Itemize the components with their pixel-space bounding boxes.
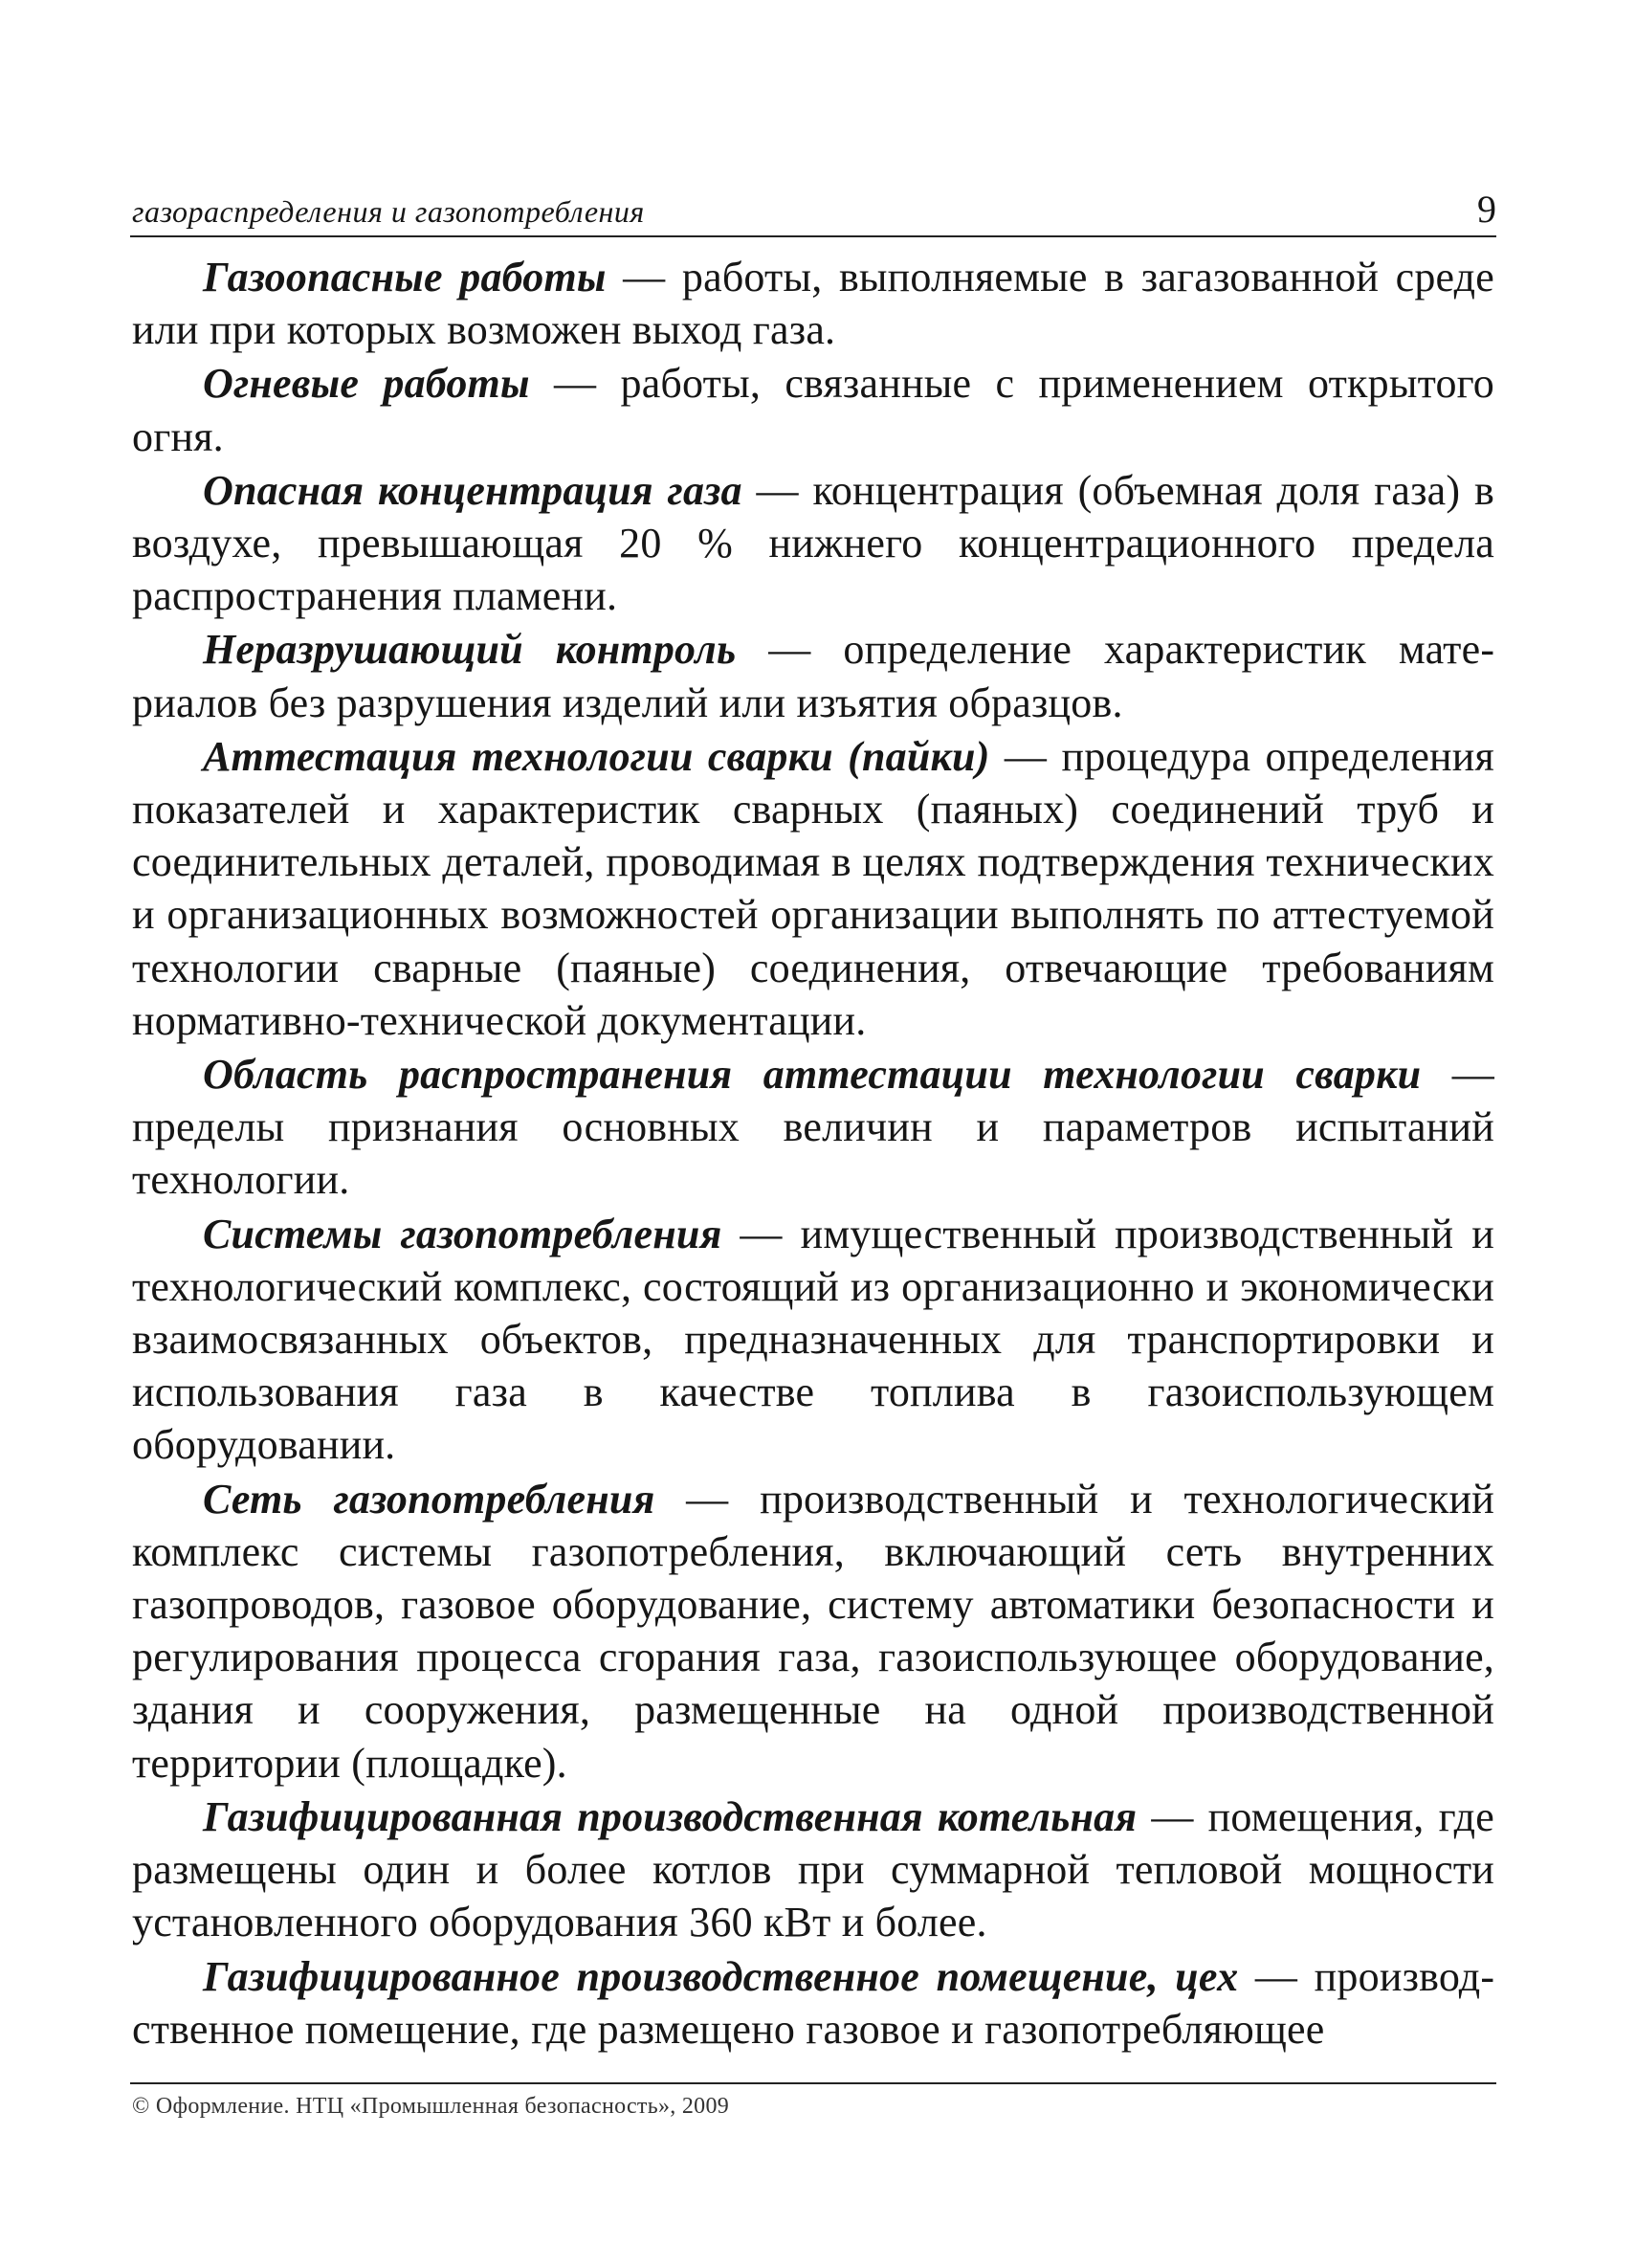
definition-entry: [132, 1790, 1494, 1949]
term: Системы газопотребления: [203, 1210, 722, 1257]
definition: — имущественный производственный и технологический комплекс, состоящий из организационно и экономически взаимосвязанных объектов, предназначенных для транспортировки и использования газа в качестве топлива в газоиспользующем оборудовании.: [132, 1210, 1494, 1469]
body-text: [132, 251, 1494, 2057]
running-title: газораспределения и газопотребления: [132, 194, 645, 229]
definition: — работы, выполняемые в загазованной среде или при которых возможен выход газа.: [132, 254, 1494, 354]
definition-entry: [132, 357, 1494, 462]
page-number: 9: [1477, 188, 1496, 231]
definition: — работы, связанные с применением открытого огня.: [132, 360, 1494, 460]
definition-entry: [132, 464, 1494, 623]
definition-entry: [132, 1473, 1494, 1790]
definition: — помещения, где размещены один и более котлов при суммарной тепловой мощности установленного оборудования 360 кВт и более.: [132, 1792, 1494, 1946]
definition-entry: [132, 1950, 1494, 2056]
definition-entry: [132, 1048, 1494, 1207]
definition-entry: [132, 251, 1494, 356]
page-footer: [130, 2082, 1496, 2120]
term: Газифицированная производственная котельная: [203, 1792, 1138, 1840]
definition: — определение характеристик материалов без разрушения изделий или изъятия образцов.: [132, 626, 1494, 726]
copyright-notice: © Оформление. НТЦ «Промышленная безопасность», 2009: [132, 2094, 730, 2119]
term: Огневые работы: [203, 360, 530, 408]
term: Аттестация технологии сварки (пайки): [203, 732, 990, 780]
definition: — концентрация (объемная доля газа) в воздухе, превышающая 20 % нижнего концентрационного предела распространения пламени.: [132, 466, 1494, 620]
definition: — производственный и технологический комплекс системы газопотребления, включающий сеть внутренних газопроводов, газовое оборудование, систему автоматики безопасности и регулирования процесса сгорания газа, газоиспользующее оборудование, здания и сооружения, размещенные на одной производственной территории (площадке).: [132, 1475, 1494, 1787]
definition-entry: [132, 730, 1494, 1047]
definition: — процедура определения показателей и характеристик сварных (паяных) соединений труб и соединительных деталей, проводимая в целях подтверждения технических и организационных возможностей организации выполнять по аттестуемой технологии сварные (паяные) соединения, отвечающие требованиям нормативно-технической документации.: [132, 732, 1494, 1044]
running-header: [130, 182, 1496, 237]
term: Область распространения аттестации технологии сварки: [203, 1051, 1422, 1099]
definition-entry: [132, 623, 1494, 728]
term: Сеть газопотребления: [203, 1475, 655, 1523]
term: Газоопасные работы: [203, 254, 607, 300]
term: Неразрушающий контроль: [203, 626, 737, 674]
term: Опасная концентрация газа: [203, 466, 742, 514]
definition: — производственное помещение, где размещено газовое и газопотребляющее: [132, 1952, 1494, 2053]
term: Газифицированное производственное помещение, цех: [203, 1952, 1239, 2000]
definition-entry: [132, 1208, 1494, 1472]
definition: — пределы признания основных величин и параметров испытаний технологии.: [132, 1051, 1494, 1204]
